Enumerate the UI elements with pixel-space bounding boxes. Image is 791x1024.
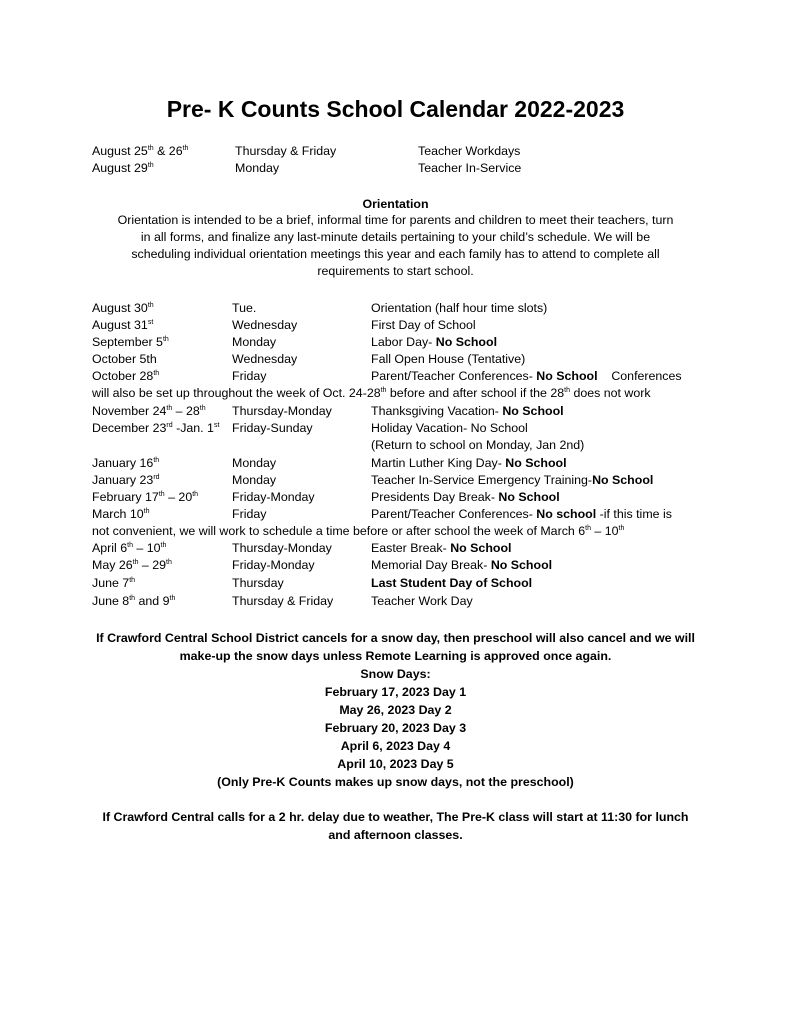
calendar-row [0, 593, 791, 610]
row-event: Parent/Teacher Conferences- No school -if this time is [371, 507, 672, 521]
row-event [371, 575, 532, 592]
snow-intro: If Crawford Central School District cancels for a snow day, then preschool will also cancel and we will [96, 631, 695, 645]
row-day: Wednesday [232, 352, 298, 366]
no-school-label: No School [505, 456, 567, 470]
calendar-row [0, 351, 791, 368]
snow-day: February 20, 2023 Day 3 [324, 721, 467, 735]
row-date: February 17th – 20th [92, 490, 199, 504]
row-day: Thursday & Friday [235, 144, 337, 158]
row-day: Monday [232, 335, 277, 349]
snow-intro: make-up the snow days unless Remote Learning is approved once again. [179, 649, 612, 663]
orientation-line: Orientation is intended to be a brief, informal time for parents and children to meet their teachers, turn [117, 213, 674, 227]
row-event: Fall Open House (Tentative) [371, 352, 526, 366]
calendar-row [0, 160, 791, 177]
row-date: August 31st [92, 318, 154, 332]
page-title: Pre- K Counts School Calendar 2022-2023 [166, 96, 625, 122]
calendar-row [0, 472, 791, 489]
row-day: Monday [232, 473, 277, 487]
calendar-row [0, 334, 791, 351]
row-event: Easter Break- No School [371, 541, 512, 555]
row-day: Wednesday [232, 318, 298, 332]
snow-heading: Snow Days: [360, 667, 431, 681]
calendar-row [0, 489, 791, 506]
row-day: Friday [232, 507, 267, 521]
snow-day: April 10, 2023 Day 5 [337, 757, 454, 771]
row-day: Friday-Monday [232, 558, 315, 572]
snow-day: May 26, 2023 Day 2 [339, 703, 452, 717]
row-event: Orientation (half hour time slots) [371, 301, 548, 315]
row-day: Thursday-Monday [232, 541, 332, 555]
orientation-line: in all forms, and finalize any last-minute details pertaining to your child’s schedule. We will be [140, 230, 651, 244]
calendar-row [0, 575, 791, 592]
calendar-row [0, 557, 791, 574]
conference-note: will also be set up throughout the week of Oct. 24-28th before and after school if the 28th does not work [92, 386, 651, 400]
return-note-row [0, 437, 791, 454]
row-day: Monday [232, 456, 277, 470]
no-school-label: No School [498, 490, 560, 504]
calendar-row [0, 506, 791, 523]
row-event: Holiday Vacation- No School [371, 421, 528, 435]
no-school-label: No school [536, 507, 597, 521]
calendar-row [0, 317, 791, 334]
march-conference-note: not convenient, we will work to schedule a time before or after school the week of March 6th – 10th [92, 524, 625, 538]
row-date: January 23rd [92, 473, 160, 487]
row-event: Teacher In-Service Emergency Training-No School [371, 473, 654, 487]
snow-day: April 6, 2023 Day 4 [340, 739, 451, 753]
no-school-label: No School [435, 335, 498, 349]
row-event: Parent/Teacher Conferences- No School Conferences [371, 369, 682, 383]
row-date: October 5th [92, 352, 157, 366]
orientation-heading: Orientation [362, 197, 429, 211]
row-date: August 30th [92, 301, 154, 315]
row-date: June 8th and 9th [92, 594, 176, 608]
row-event: First Day of School [371, 318, 476, 332]
row-date: January 16th [92, 456, 160, 470]
row-date: December 23rd -Jan. 1st [92, 421, 220, 435]
row-date: August 25th & 26th [92, 144, 189, 158]
no-school-label: No School [450, 541, 512, 555]
row-event: Presidents Day Break- No School [371, 490, 560, 504]
return-note: (Return to school on Monday, Jan 2nd) [371, 438, 585, 452]
orientation-line: requirements to start school. [317, 264, 474, 278]
snow-day: February 17, 2023 Day 1 [324, 685, 467, 699]
row-day: Tue. [232, 301, 257, 315]
orientation-line: scheduling individual orientation meetings this year and each family has to attend to complete all [131, 247, 660, 261]
row-event: Teacher Work Day [371, 594, 473, 608]
row-event: Memorial Day Break- No School [371, 558, 553, 572]
row-date: August 29th [92, 161, 154, 175]
row-day: Friday [232, 369, 267, 383]
row-date: October 28th [92, 369, 160, 383]
row-date: March 10th [92, 507, 150, 521]
no-school-label: No School [592, 473, 654, 487]
calendar-row [0, 403, 791, 420]
row-day: Friday-Monday [232, 490, 315, 504]
row-date: November 24th – 28th [92, 404, 206, 418]
row-event: Labor Day- No School [371, 335, 498, 349]
calendar-row [0, 540, 791, 557]
calendar-row [0, 300, 791, 317]
no-school-label: No School [490, 558, 553, 572]
row-date: September 5th [92, 335, 169, 349]
row-event: Teacher In-Service [418, 161, 522, 175]
snow-note: (Only Pre-K Counts makes up snow days, not the preschool) [217, 775, 574, 789]
row-day: Friday-Sunday [232, 421, 313, 435]
delay-note: If Crawford Central calls for a 2 hr. delay due to weather, The Pre-K class will start at 11:30 for lunch [102, 810, 689, 824]
row-date: May 26th – 29th [92, 558, 172, 572]
no-school-label: No School [502, 404, 564, 418]
row-event: Teacher Workdays [418, 144, 521, 158]
row-day: Monday [235, 161, 280, 175]
delay-note: and afternoon classes. [328, 828, 463, 842]
calendar-row [0, 420, 791, 437]
no-school-label: Last Student Day of School [371, 576, 533, 590]
no-school-label: No School [536, 369, 598, 383]
row-day: Thursday [232, 576, 284, 590]
row-day: Thursday & Friday [232, 594, 334, 608]
calendar-row [0, 368, 791, 385]
row-date: June 7th [92, 576, 136, 590]
calendar-row [0, 143, 791, 160]
row-event: Thanksgiving Vacation- No School [371, 404, 564, 418]
calendar-row [0, 455, 791, 472]
row-date: April 6th – 10th [92, 541, 167, 555]
row-day: Thursday-Monday [232, 404, 332, 418]
row-event: Martin Luther King Day- No School [371, 456, 567, 470]
